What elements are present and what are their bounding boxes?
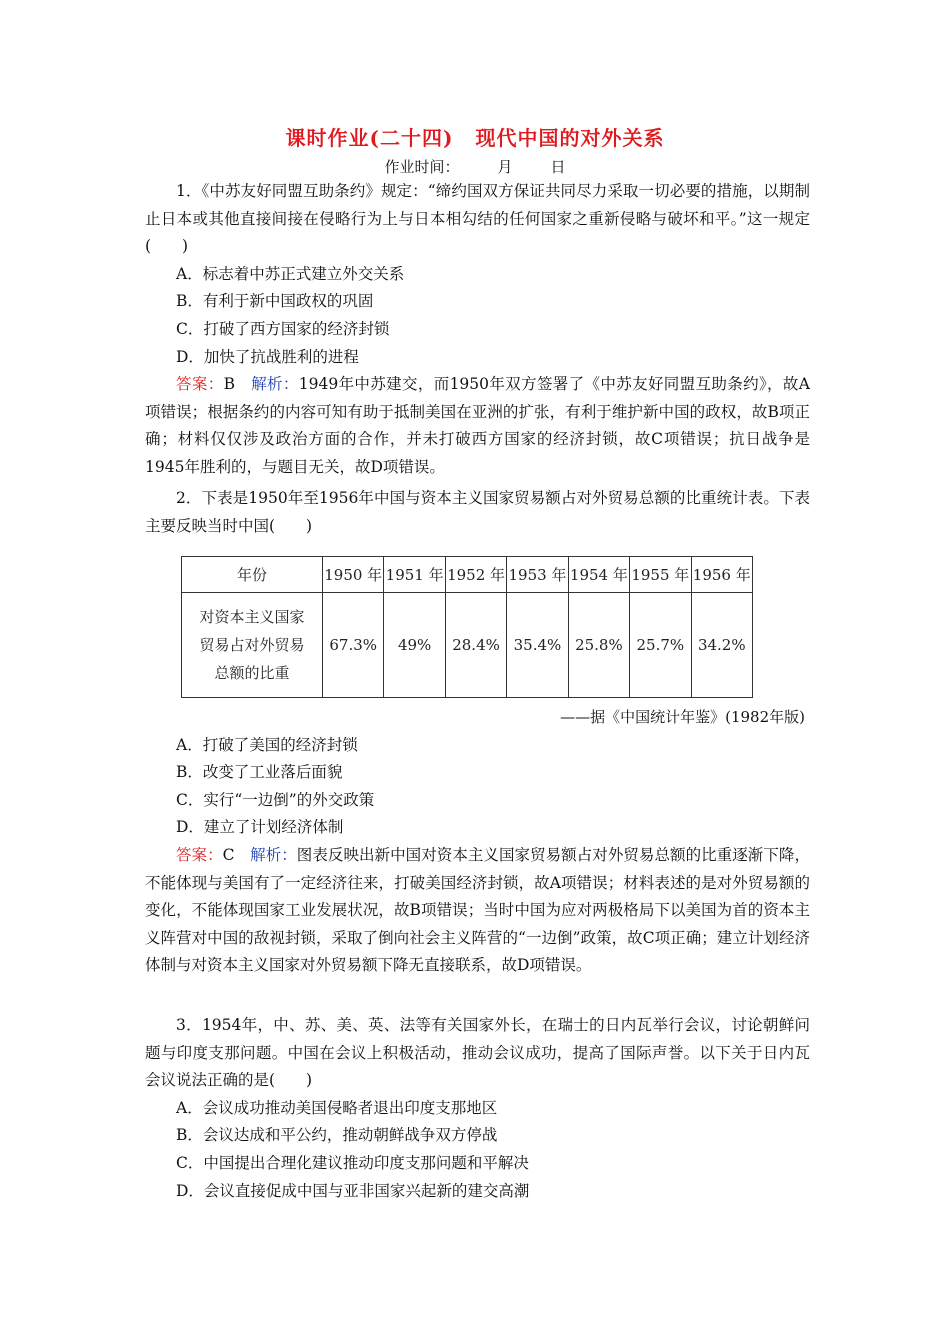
work-time-line	[0, 156, 950, 177]
q1-option-a: A．标志着中苏正式建立外交关系	[176, 264, 405, 283]
answer-value: B	[223, 375, 235, 394]
title-main: 课时作业(二十四)	[285, 126, 454, 150]
q3-option-d: D．会议直接促成中国与亚非国家兴起新的建交高潮	[176, 1181, 530, 1200]
table-source: ——据《中国统计年鉴》(1982年版)	[560, 708, 805, 726]
question-1-stem: 1．《中苏友好同盟互助条约》规定：“缔约国双方保证共同尽力采取一切必要的措施，以期制止日本或其他直接间接在侵略行为上与日本相勾结的任何国家之重新侵略与破坏和平。”这一规定( )	[145, 182, 810, 256]
question-1	[145, 178, 810, 482]
table-header-row	[182, 557, 753, 593]
work-time-month: 月	[497, 158, 513, 176]
table-year: 1950 年	[323, 557, 384, 593]
row-label-line: 贸易占对外贸易	[199, 636, 305, 654]
trade-ratio-table	[181, 556, 753, 698]
explanation-text: 图表反映出新中国对资本主义国家贸易额占对外贸易总额的比重逐渐下降，不能体现与美国有了一定经济往来，打破美国经济封锁，故A项错误；材料表述的是对外贸易额的变化，不能体现国家工业发展状况，故B项错误；当时中国为应对两极格局下以美国为首的资本主义阵营对中国的敌视封锁，采取了倒向社会主义阵营的“一边倒”政策，故C项正确；建立计划经济体制与对资本主义国家对外贸易额下降无直接联系，故D项错误。	[145, 845, 810, 975]
question-2-rest	[145, 704, 810, 980]
question-2	[145, 485, 810, 540]
q3-option-c: C．中国提出合理化建议推动印度支那问题和平解决	[176, 1153, 529, 1172]
q1-option-c: C．打破了西方国家的经济封锁	[176, 319, 390, 338]
table-year: 1952 年	[445, 557, 506, 593]
table-value: 34.2%	[691, 593, 752, 698]
table-header-label: 年份	[182, 557, 323, 593]
table-year: 1953 年	[507, 557, 568, 593]
row-label-line: 总额的比重	[214, 664, 290, 682]
explanation-text: 1949年中苏建交，而1950年双方签署了《中苏友好同盟互助条约》，故A项错误；根据条约的内容可知有助于抵制美国在亚洲的扩张，有利于维护新中国的政权，故B项正确；材料仅仅涉及政治方面的合作，并未打破西方国家的经济封锁，故C项错误；抗日战争是1945年胜利的，与题目无关，故D项错误。	[145, 375, 810, 476]
page-title	[0, 122, 950, 151]
explanation-label: 解析：	[250, 845, 297, 864]
work-time-label: 作业时间：	[384, 158, 460, 176]
question-2-stem: 2．下表是1950年至1956年中国与资本主义国家贸易额占对外贸易总额的比重统计表。下表主要反映当时中国( )	[145, 489, 810, 535]
table-year: 1955 年	[630, 557, 691, 593]
q1-option-d: D．加快了抗战胜利的进程	[176, 347, 359, 366]
table-value: 67.3%	[323, 593, 384, 698]
q2-option-a: A．打破了美国的经济封锁	[176, 735, 358, 754]
work-time-day: 日	[550, 158, 566, 176]
table-value: 49%	[384, 593, 445, 698]
table-value: 28.4%	[445, 593, 506, 698]
table-year: 1951 年	[384, 557, 445, 593]
table-data-row	[182, 593, 753, 698]
answer-value: C	[222, 845, 235, 864]
table-value: 35.4%	[507, 593, 568, 698]
table-value: 25.8%	[568, 593, 629, 698]
q3-option-a: A．会议成功推动美国侵略者退出印度支那地区	[176, 1098, 498, 1117]
table-year: 1956 年	[691, 557, 752, 593]
answer-label: 答案：	[176, 845, 223, 864]
q2-option-d: D．建立了计划经济体制	[176, 818, 344, 837]
q2-option-b: B．改变了工业落后面貌	[176, 763, 343, 782]
table-year: 1954 年	[568, 557, 629, 593]
question-3	[145, 1012, 810, 1205]
explanation-label: 解析：	[251, 375, 299, 394]
question-1-answer	[145, 371, 810, 481]
question-3-stem: 3．1954年，中、苏、美、英、法等有关国家外长，在瑞士的日内瓦举行会议，讨论朝鲜问题与印度支那问题。中国在会议上积极活动，推动会议成功，提高了国际声誉。以下关于日内瓦会议说法正确的是( )	[145, 1016, 810, 1090]
q3-option-b: B．会议达成和平公约，推动朝鲜战争双方停战	[176, 1126, 498, 1145]
q2-option-c: C．实行“一边倒”的外交政策	[176, 790, 375, 809]
row-label-line: 对资本主义国家	[199, 608, 305, 626]
answer-label: 答案：	[176, 375, 224, 394]
question-2-answer	[145, 842, 810, 980]
table-row-label	[182, 593, 323, 698]
q1-option-b: B．有利于新中国政权的巩固	[176, 292, 374, 311]
title-sub: 现代中国的对外关系	[475, 126, 665, 150]
table-value: 25.7%	[630, 593, 691, 698]
